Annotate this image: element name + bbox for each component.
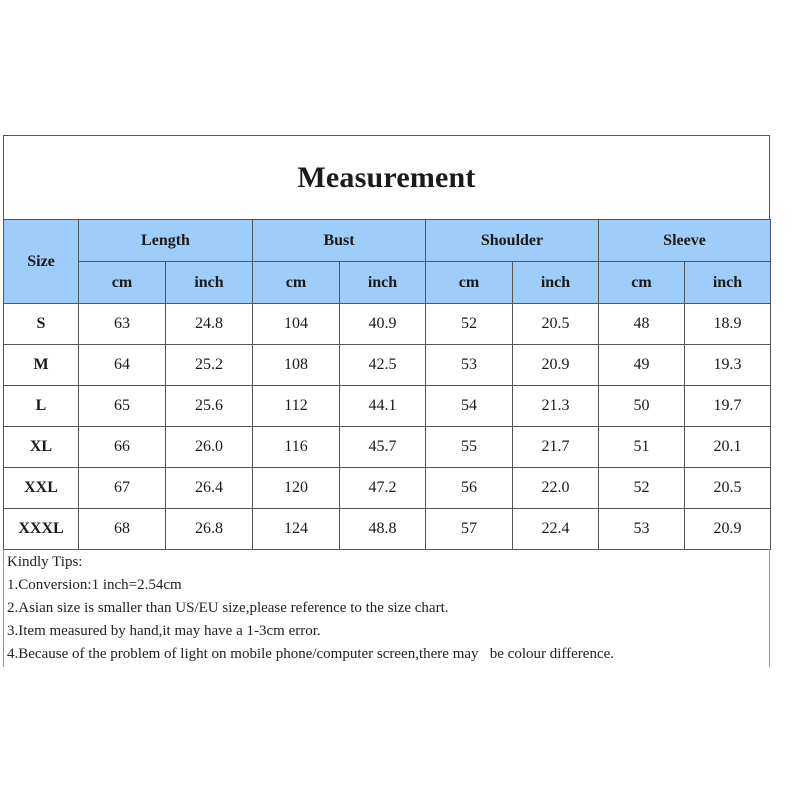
value-cell: 19.3 bbox=[685, 345, 771, 386]
value-cell: 25.2 bbox=[166, 345, 253, 386]
unit-header-inch: inch bbox=[340, 262, 426, 304]
size-cell: XL bbox=[4, 427, 79, 468]
value-cell: 20.5 bbox=[685, 468, 771, 509]
header-row-units bbox=[4, 262, 771, 304]
unit-header-cm: cm bbox=[599, 262, 685, 304]
size-cell: S bbox=[4, 304, 79, 345]
value-cell: 25.6 bbox=[166, 386, 253, 427]
value-cell: 50 bbox=[599, 386, 685, 427]
value-cell: 55 bbox=[426, 427, 513, 468]
value-cell: 22.4 bbox=[513, 509, 599, 550]
value-cell: 21.7 bbox=[513, 427, 599, 468]
group-header-shoulder: Shoulder bbox=[426, 220, 599, 262]
value-cell: 54 bbox=[426, 386, 513, 427]
value-cell: 112 bbox=[253, 386, 340, 427]
table-row bbox=[4, 468, 771, 509]
value-cell: 52 bbox=[426, 304, 513, 345]
value-cell: 57 bbox=[426, 509, 513, 550]
value-cell: 20.1 bbox=[685, 427, 771, 468]
value-cell: 45.7 bbox=[340, 427, 426, 468]
value-cell: 19.7 bbox=[685, 386, 771, 427]
tip-item: 3.Item measured by hand,it may have a 1-3cm error. bbox=[7, 623, 321, 639]
value-cell: 53 bbox=[426, 345, 513, 386]
unit-header-inch: inch bbox=[685, 262, 771, 304]
value-cell: 20.5 bbox=[513, 304, 599, 345]
value-cell: 44.1 bbox=[340, 386, 426, 427]
value-cell: 18.9 bbox=[685, 304, 771, 345]
value-cell: 48.8 bbox=[340, 509, 426, 550]
value-cell: 21.3 bbox=[513, 386, 599, 427]
value-cell: 56 bbox=[426, 468, 513, 509]
size-table bbox=[3, 219, 771, 550]
value-cell: 47.2 bbox=[340, 468, 426, 509]
unit-header-cm: cm bbox=[79, 262, 166, 304]
value-cell: 20.9 bbox=[685, 509, 771, 550]
value-cell: 52 bbox=[599, 468, 685, 509]
page-title: Measurement bbox=[297, 160, 476, 194]
tip-item: 4.Because of the problem of light on mobile phone/computer screen,there may be colour difference. bbox=[7, 646, 615, 662]
size-header: Size bbox=[4, 220, 79, 304]
value-cell: 48 bbox=[599, 304, 685, 345]
value-cell: 64 bbox=[79, 345, 166, 386]
value-cell: 108 bbox=[253, 345, 340, 386]
table-row bbox=[4, 304, 771, 345]
value-cell: 67 bbox=[79, 468, 166, 509]
value-cell: 104 bbox=[253, 304, 340, 345]
size-cell: XXXL bbox=[4, 509, 79, 550]
group-header-sleeve: Sleeve bbox=[599, 220, 771, 262]
table-body bbox=[4, 304, 771, 550]
table-row bbox=[4, 427, 771, 468]
value-cell: 49 bbox=[599, 345, 685, 386]
unit-header-cm: cm bbox=[253, 262, 340, 304]
title-box bbox=[3, 135, 770, 219]
unit-header-inch: inch bbox=[513, 262, 599, 304]
kindly-tips bbox=[3, 549, 770, 667]
size-cell: M bbox=[4, 345, 79, 386]
group-header-bust: Bust bbox=[253, 220, 426, 262]
value-cell: 42.5 bbox=[340, 345, 426, 386]
unit-header-cm: cm bbox=[426, 262, 513, 304]
table-row bbox=[4, 509, 771, 550]
value-cell: 68 bbox=[79, 509, 166, 550]
value-cell: 66 bbox=[79, 427, 166, 468]
value-cell: 26.8 bbox=[166, 509, 253, 550]
value-cell: 40.9 bbox=[340, 304, 426, 345]
unit-header-inch: inch bbox=[166, 262, 253, 304]
value-cell: 116 bbox=[253, 427, 340, 468]
value-cell: 20.9 bbox=[513, 345, 599, 386]
value-cell: 26.4 bbox=[166, 468, 253, 509]
table-row bbox=[4, 345, 771, 386]
value-cell: 24.8 bbox=[166, 304, 253, 345]
size-cell: L bbox=[4, 386, 79, 427]
group-header-length: Length bbox=[79, 220, 253, 262]
tips-heading: Kindly Tips: bbox=[7, 554, 83, 570]
value-cell: 63 bbox=[79, 304, 166, 345]
tip-item: 2.Asian size is smaller than US/EU size,please reference to the size chart. bbox=[7, 600, 449, 616]
size-cell: XXL bbox=[4, 468, 79, 509]
value-cell: 51 bbox=[599, 427, 685, 468]
value-cell: 124 bbox=[253, 509, 340, 550]
value-cell: 53 bbox=[599, 509, 685, 550]
value-cell: 120 bbox=[253, 468, 340, 509]
table-row bbox=[4, 386, 771, 427]
value-cell: 26.0 bbox=[166, 427, 253, 468]
header-row-groups bbox=[4, 220, 771, 262]
measurement-sheet bbox=[3, 135, 770, 550]
tip-item: 1.Conversion:1 inch=2.54cm bbox=[7, 577, 182, 593]
value-cell: 65 bbox=[79, 386, 166, 427]
value-cell: 22.0 bbox=[513, 468, 599, 509]
